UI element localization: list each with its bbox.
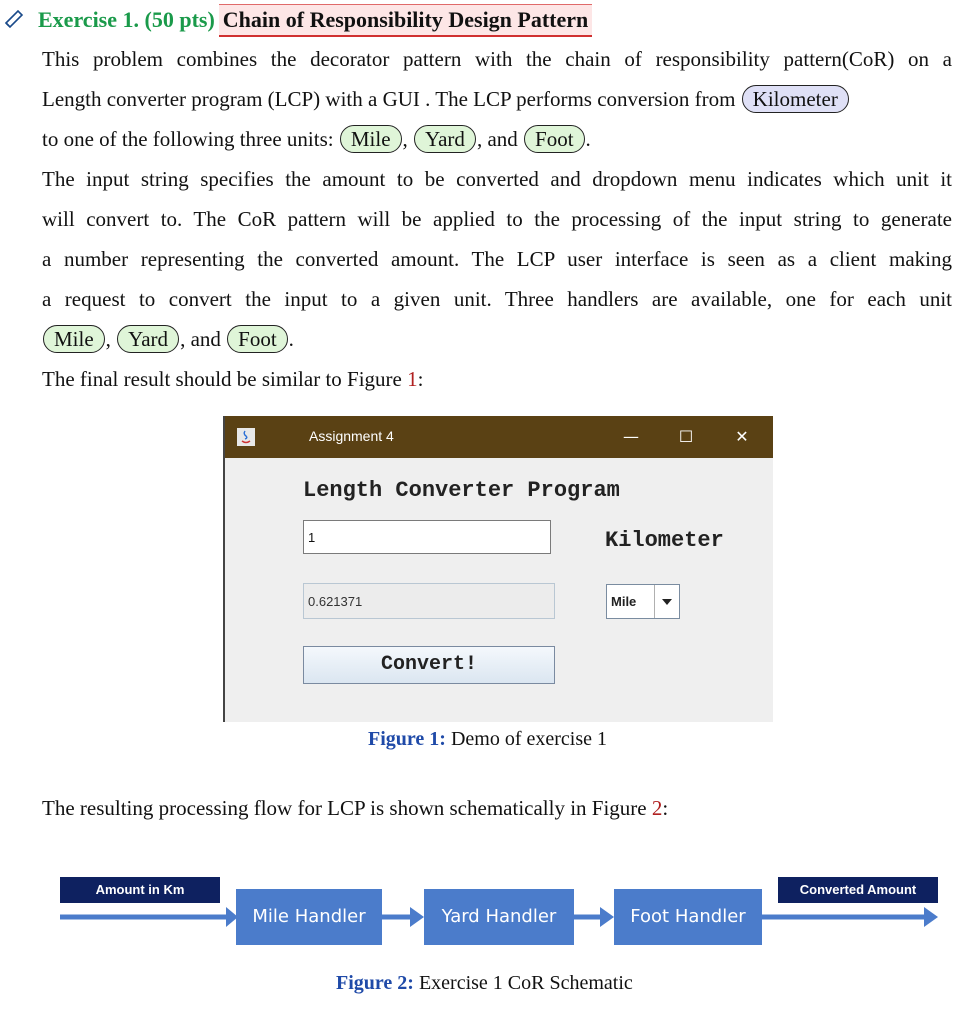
chevron-down-icon <box>655 585 679 618</box>
paragraph-line <box>42 125 952 153</box>
pencil-icon <box>4 9 26 29</box>
amount-input[interactable]: 1 <box>303 520 551 554</box>
and-text: , and <box>180 327 221 351</box>
arrow-head <box>924 907 938 927</box>
yard-tag: Yard <box>117 325 179 353</box>
kilometer-tag: Kilometer <box>742 85 849 113</box>
period: . <box>585 127 591 151</box>
separator: , <box>402 127 408 151</box>
mile-tag: Mile <box>340 125 402 153</box>
figure-2-ref[interactable]: 2 <box>651 796 663 820</box>
mile-tag: Mile <box>43 325 105 353</box>
java-icon <box>237 428 255 446</box>
input-label: Amount in Km <box>60 877 220 903</box>
app-window <box>223 416 773 722</box>
window-title: Assignment 4 <box>309 428 394 444</box>
unit-label: Kilometer <box>605 528 724 553</box>
paragraph-line: a number representing the converted amount. The LCP user interface is seen as a client making <box>42 247 952 271</box>
minimize-button[interactable]: — <box>623 427 639 446</box>
exercise-title: Chain of Responsibility Design Pattern <box>219 4 592 37</box>
mile-handler: Mile Handler <box>236 889 382 945</box>
figure-1-caption <box>368 728 607 751</box>
output-label: Converted Amount <box>778 877 938 903</box>
line-text: The final result should be similar to Figure <box>42 367 408 391</box>
close-button[interactable]: ✕ <box>735 427 749 446</box>
separator: , <box>105 327 111 351</box>
paragraph-line: This problem combines the decorator pattern with the chain of responsibility pattern(CoR) on a <box>42 47 952 71</box>
caption-text: Demo of exercise 1 <box>450 728 607 750</box>
line-text: to one of the following three units: <box>42 127 334 151</box>
foot-handler: Foot Handler <box>614 889 762 945</box>
exercise-number: Exercise 1. (50 pts) <box>38 7 215 32</box>
foot-tag: Foot <box>227 325 288 353</box>
yard-tag: Yard <box>414 125 476 153</box>
caption-text: Exercise 1 CoR Schematic <box>418 972 633 994</box>
paragraph-line: The input string specifies the amount to be converted and dropdown menu indicates which unit it <box>42 167 952 191</box>
exercise-heading <box>4 4 592 37</box>
flow-text-line <box>42 794 952 822</box>
convert-button[interactable]: Convert! <box>303 646 555 684</box>
maximize-button[interactable]: ☐ <box>678 427 694 446</box>
paragraph-line: will convert to. The CoR pattern will be applied to the processing of the input string to generate <box>42 207 952 231</box>
line-text: Length converter program (LCP) with a GUI . The LCP performs conversion from <box>42 87 736 111</box>
app-heading: Length Converter Program <box>303 478 620 503</box>
arrow-head <box>600 907 614 927</box>
caption-label: Figure 2: <box>336 972 414 994</box>
line-text: The resulting processing flow for LCP is shown schematically in Figure <box>42 796 652 820</box>
colon: : <box>662 796 669 820</box>
title-bar <box>225 416 773 458</box>
period: . <box>288 327 294 351</box>
result-output: 0.621371 <box>303 583 555 619</box>
yard-handler: Yard Handler <box>424 889 574 945</box>
paragraph-line <box>42 85 952 113</box>
figure-1-ref[interactable]: 1 <box>407 367 418 391</box>
paragraph-line <box>42 325 952 353</box>
figure-2-caption <box>336 972 633 995</box>
arrow-head <box>410 907 424 927</box>
unit-dropdown[interactable] <box>606 584 680 619</box>
caption-label: Figure 1: <box>368 728 446 750</box>
foot-tag: Foot <box>524 125 585 153</box>
paragraph-line: a request to convert the input to a given unit. Three handlers are available, one for each unit <box>42 287 952 311</box>
dropdown-arrow[interactable] <box>654 585 679 618</box>
colon: : <box>417 367 424 391</box>
dropdown-value: Mile <box>611 594 637 609</box>
final-result-line <box>42 365 952 393</box>
and-text: , and <box>476 127 518 151</box>
